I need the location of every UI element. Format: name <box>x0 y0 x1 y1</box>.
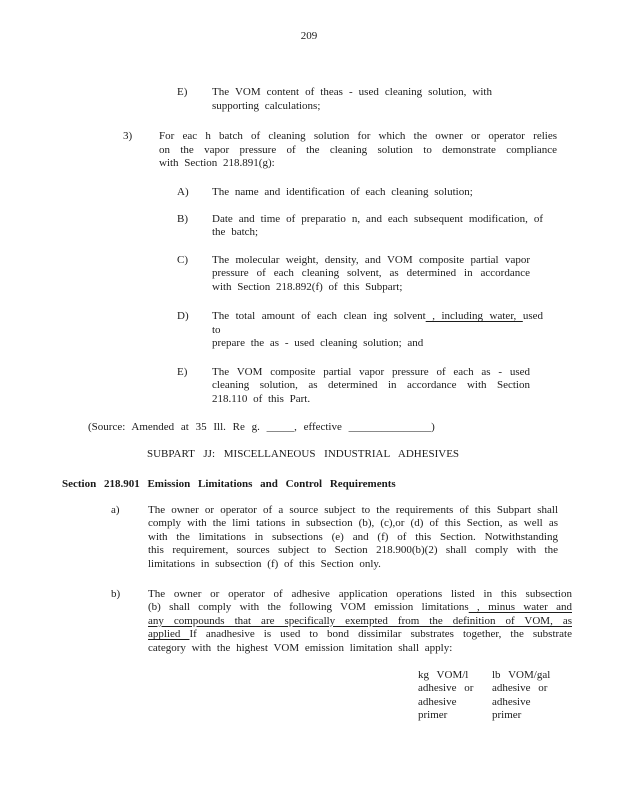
block-E2 <box>177 365 530 407</box>
text-segment: For eac h batch of cleaning solution for which the owner or operator relies <box>159 130 557 142</box>
text-segment: with Section 218.892(f) of this Subpart; <box>212 280 403 293</box>
units-line: adhesive <box>492 695 531 708</box>
text-segment: comply with the limi tations in subsection (b), (c),or (d) of this Section, as well as <box>148 517 558 529</box>
text-line <box>212 86 492 100</box>
block-3 <box>123 130 557 171</box>
block-D <box>177 310 543 351</box>
text-line <box>148 628 572 642</box>
text-segment: The owner or operator of a source subject to the requirements of this Subpart shall <box>148 503 558 516</box>
text-line <box>212 393 530 407</box>
text-line <box>159 157 557 171</box>
item-label: E) <box>177 86 188 98</box>
block-subpart <box>147 448 618 462</box>
text-line <box>148 558 558 572</box>
block-A <box>177 185 543 200</box>
text-segment: (Source: Amended at 35 Ill. Re g. _____, effective _______________) <box>88 420 435 433</box>
text-line <box>159 144 557 158</box>
text-line <box>88 421 618 435</box>
units-line: kg VOM/l <box>418 668 469 681</box>
text-line <box>212 267 530 281</box>
text-segment: this requirement, sources subject to Section 218.900(b)(2) shall comply with the <box>148 544 558 556</box>
text-line <box>212 186 543 200</box>
page-number: 209 <box>300 30 318 42</box>
underlined-text: applied <box>148 628 190 640</box>
item-label: 3) <box>123 130 133 142</box>
text-segment: limitations in subsection (f) of this Section only. <box>148 557 381 570</box>
text-line <box>148 544 558 558</box>
item-label: D) <box>177 310 189 322</box>
block-source <box>88 421 618 435</box>
text-line <box>212 281 530 295</box>
text-segment: If anadhesive is used to bond dissimilar substrates together, the substrate <box>189 628 572 640</box>
item-label: B) <box>177 212 188 225</box>
text-line <box>212 213 543 227</box>
underlined-text: , including water, <box>425 310 523 322</box>
text-segment: SUBPART JJ: MISCELLANEOUS INDUSTRIAL ADHESIVES <box>147 447 460 460</box>
text-segment: with Section 218.891(g): <box>159 157 275 169</box>
units-line: adhesive <box>418 695 457 708</box>
text-segment: Section 218.901 Emission Limitations and Control Requirements <box>62 478 396 490</box>
text-line <box>212 366 530 380</box>
text-segment: The VOM content of theas - used cleaning solution, with <box>212 86 492 98</box>
block-b <box>111 587 572 656</box>
text-line <box>148 642 572 656</box>
block-e-top <box>177 86 492 113</box>
text-segment: prepare the as - used cleaning solution; and <box>212 337 424 349</box>
item-label: A) <box>177 185 189 198</box>
block-section <box>62 478 618 492</box>
units-column <box>492 669 550 723</box>
text-segment: supporting calculations; <box>212 99 321 112</box>
units-line: adhesive or <box>492 682 548 694</box>
text-line <box>212 226 543 240</box>
text-segment: The owner or operator of adhesive application operations listed in this subsection <box>148 587 572 600</box>
text-segment: Date and time of preparatio n, and each subsequent modification, of <box>212 212 543 225</box>
underlined-text: , minus water and <box>468 601 572 613</box>
units-line: primer <box>418 709 448 721</box>
text-segment: used to <box>212 310 543 336</box>
text-line <box>147 448 618 462</box>
item-label: b) <box>111 587 121 600</box>
units-column <box>418 669 492 723</box>
text-segment: 218.110 of this Part. <box>212 392 311 405</box>
text-line <box>62 478 618 492</box>
text-line <box>212 310 543 337</box>
block-a <box>111 503 558 572</box>
units-line: lb VOM/gal <box>492 668 551 681</box>
block-units <box>418 669 618 723</box>
text-line <box>148 517 558 531</box>
underlined-text: any compounds that are specifically exempted from the definition of VOM, as <box>148 614 572 627</box>
text-segment: cleaning solution, as determined in accordance with Section <box>212 379 530 391</box>
text-segment: on the vapor pressure of the cleaning solution to demonstrate compliance <box>159 143 557 156</box>
document-body <box>0 86 618 723</box>
text-line <box>212 100 492 114</box>
text-segment: The total amount of each clean ing solvent <box>212 310 426 322</box>
text-segment: category with the highest VOM emission limitation shall apply: <box>148 641 453 654</box>
text-line <box>212 254 530 268</box>
item-label: E) <box>177 365 188 378</box>
block-B <box>177 212 543 240</box>
text-segment: The name and identification of each cleaning solution; <box>212 185 473 198</box>
text-segment: pressure of each cleaning solvent, as determined in accordance <box>212 267 530 279</box>
text-segment: The molecular weight, density, and VOM composite partial vapor <box>212 253 530 266</box>
text-line <box>148 531 558 545</box>
text-segment: (b) shall comply with the following VOM emission limitations <box>148 601 469 613</box>
block-C <box>177 253 530 295</box>
item-label: C) <box>177 253 188 266</box>
text-line <box>148 615 572 629</box>
text-segment: with the limitations in subsections (e) and (f) of this Section. Notwithstanding <box>148 530 558 543</box>
text-line <box>148 588 572 602</box>
text-segment: The VOM composite partial vapor pressure of each as - used <box>212 365 530 378</box>
text-line <box>148 504 558 518</box>
text-line <box>159 130 557 144</box>
text-line <box>212 379 530 393</box>
units-line: primer <box>492 709 522 721</box>
item-label: a) <box>111 503 120 516</box>
units-line: adhesive or <box>418 682 474 694</box>
text-line <box>212 337 543 351</box>
text-line <box>148 601 572 615</box>
text-segment: the batch; <box>212 226 259 238</box>
